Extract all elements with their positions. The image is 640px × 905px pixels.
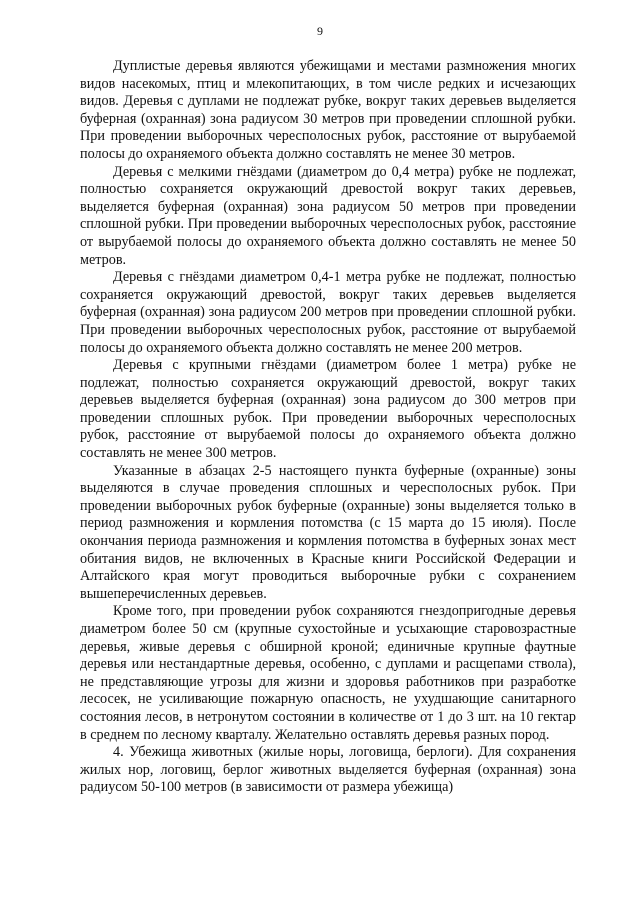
page-number: 9: [317, 24, 323, 38]
paragraph-large-nests: Деревья с крупными гнёздами (диаметром более 1 метра) рубке не подлежат, полностью сохраняется окружающий древостой, вокруг таких деревьев выделяется буферная (охранная) зона радиусом до 300 метров при проведении сплошных рубок. При проведении выборочных чересполосных рубок, расстояние от вырубаемой полосы до охраняемого объекта должно составлять не менее 300 метров.: [80, 357, 576, 462]
paragraph-medium-nests: Деревья с гнёздами диаметром 0,4-1 метра рубке не подлежат, полностью сохраняется окружающий древостой, вокруг таких деревьев выделяется буферная (охранная) зона радиусом 200 метров при проведении сплошной рубки. При проведении выборочных чересполосных рубок, расстояние от вырубаемой полосы до охраняемого объекта должно составлять не менее 200 метров.: [80, 269, 576, 356]
paragraph-animal-shelters: 4. Убежища животных (жилые норы, логовища, берлоги). Для сохранения жилых нор, логовищ, берлог животных выделяется буферная (охранная) зона радиусом 50-100 метров (в зависимости от размера убежища): [80, 744, 576, 796]
paragraph-hollow-trees: Дуплистые деревья являются убежищами и местами размножения многих видов насекомых, птиц и млекопитающих, в том числе редких и исчезающих видов. Деревья с дуплами не подлежат рубке, вокруг таких деревьев выделяется буферная (охранная) зона радиусом 30 метров при проведении сплошной рубки. При проведении выборочных чересполосных рубок, расстояние от вырубаемой полосы до охраняемого объекта должно составлять не менее 30 метров.: [80, 58, 576, 162]
document-body: [80, 58, 576, 797]
paragraph-nesting-trees: Кроме того, при проведении рубок сохраняются гнездопригодные деревья диаметром более 50 см (крупные сухостойные и усыхающие старовозрастные деревья, живые деревья с обширной кроной; единичные крупные фаутные деревья или нестандартные деревья, особенно, с дуплами и расщепами ствола), не представляющие угрозы для жизни и здоровья работников при разработке лесосек, не усиливающие пожарную опасность, не ухудшающие санитарного состояния лесов, в нетронутом состоянии в количестве от 1 до 3 шт. на 10 гектар в среднем по лесному кварталу. Желательно оставлять деревья разных пород.: [80, 603, 576, 743]
paragraph-small-nests: Деревья с мелкими гнёздами (диаметром до 0,4 метра) рубке не подлежат, полностью сохраняется окружающий древостой вокруг таких деревьев, выделяется буферная (охранная) зона радиусом 50 метров при проведении сплошной рубки. При проведении выборочных чересполосных рубок, расстояние от вырубаемой полосы до охраняемого объекта должно составлять не менее 50 метров.: [80, 163, 576, 268]
paragraph-buffer-zones: Указанные в абзацах 2-5 настоящего пункта буферные (охранные) зоны выделяются в случае проведения сплошных и чересполосных рубок. При проведении выборочных рубок буферные (охранные) зоны выделяется только в период размножения и кормления потомства (с 15 марта до 15 июля). После окончания периода размножения и кормления потомства в буферных зонах мест обитания видов, не включенных в Красные книги Российской Федерации и Алтайского края могут проводиться выборочные рубки с сохранением вышеперечисленных деревьев.: [80, 462, 576, 602]
